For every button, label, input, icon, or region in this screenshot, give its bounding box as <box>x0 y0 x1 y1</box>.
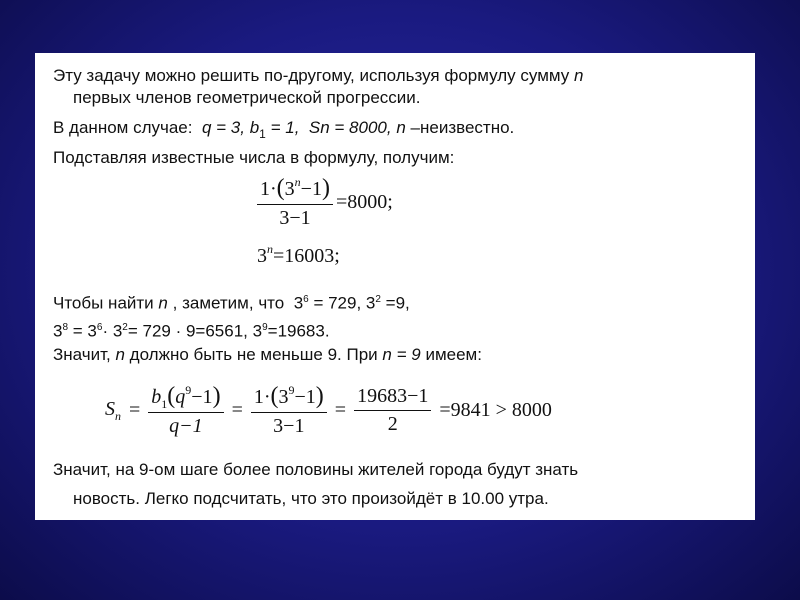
slide-content <box>35 53 755 520</box>
paragraph-final-cont: новость. Легко подсчитать, что это произойдёт в 10.00 утра. <box>73 489 549 508</box>
formula-power-equation: $3^n=16003$; <box>257 242 340 267</box>
paragraph-powers: $3^8 = 3^6\cdot 3^2= 729 \cdot 9=6561$, $3^9=19683$. <box>53 321 330 341</box>
paragraph-intro-cont: первых членов геометрической прогрессии. <box>73 88 421 107</box>
formula-sum-equation: $\frac{1\cdot(3^n-1)}{3-1}$ =8000; <box>257 175 396 230</box>
fraction: $\frac{1\cdot(3^n-1)}{3-1}$ <box>257 175 333 230</box>
fraction-general: $\frac{b_1(q^9-1)}{q-1}$ <box>148 383 223 438</box>
fraction-numeric: $\frac{19683-1}{2}$ <box>354 385 431 436</box>
formula-sum-n9: $S_n$ = $\frac{b_1(q^9-1)}{q-1}$ = $\frac{1\cdot(3^9-1)}{3-1}$ = $\frac{19683-1}{2}$ =9841 > 8000 <box>105 383 552 437</box>
paragraph-intro: Эту задачу можно решить по-другому, используя формулу сумму n <box>53 66 584 85</box>
paragraph-given: В данном случае: q = 3, $b_1 = 1$, Sn = 8000, n –неизвестно. <box>53 118 515 141</box>
paragraph-find-n: Чтобы найти n , заметим, что $3^6 = 729$, $3^2 =9$, <box>53 293 410 313</box>
paragraph-conclusion-n: Значит, n должно быть не меньше 9. При n = 9 имеем: <box>53 345 482 364</box>
paragraph-final: Значит, на 9-ом шаге более половины жителей города будут знать <box>53 460 579 479</box>
paragraph-substitute: Подставляя известные числа в формулу, получим: <box>53 148 455 167</box>
fraction-substituted: $\frac{1\cdot(3^9-1)}{3-1}$ <box>251 383 327 438</box>
